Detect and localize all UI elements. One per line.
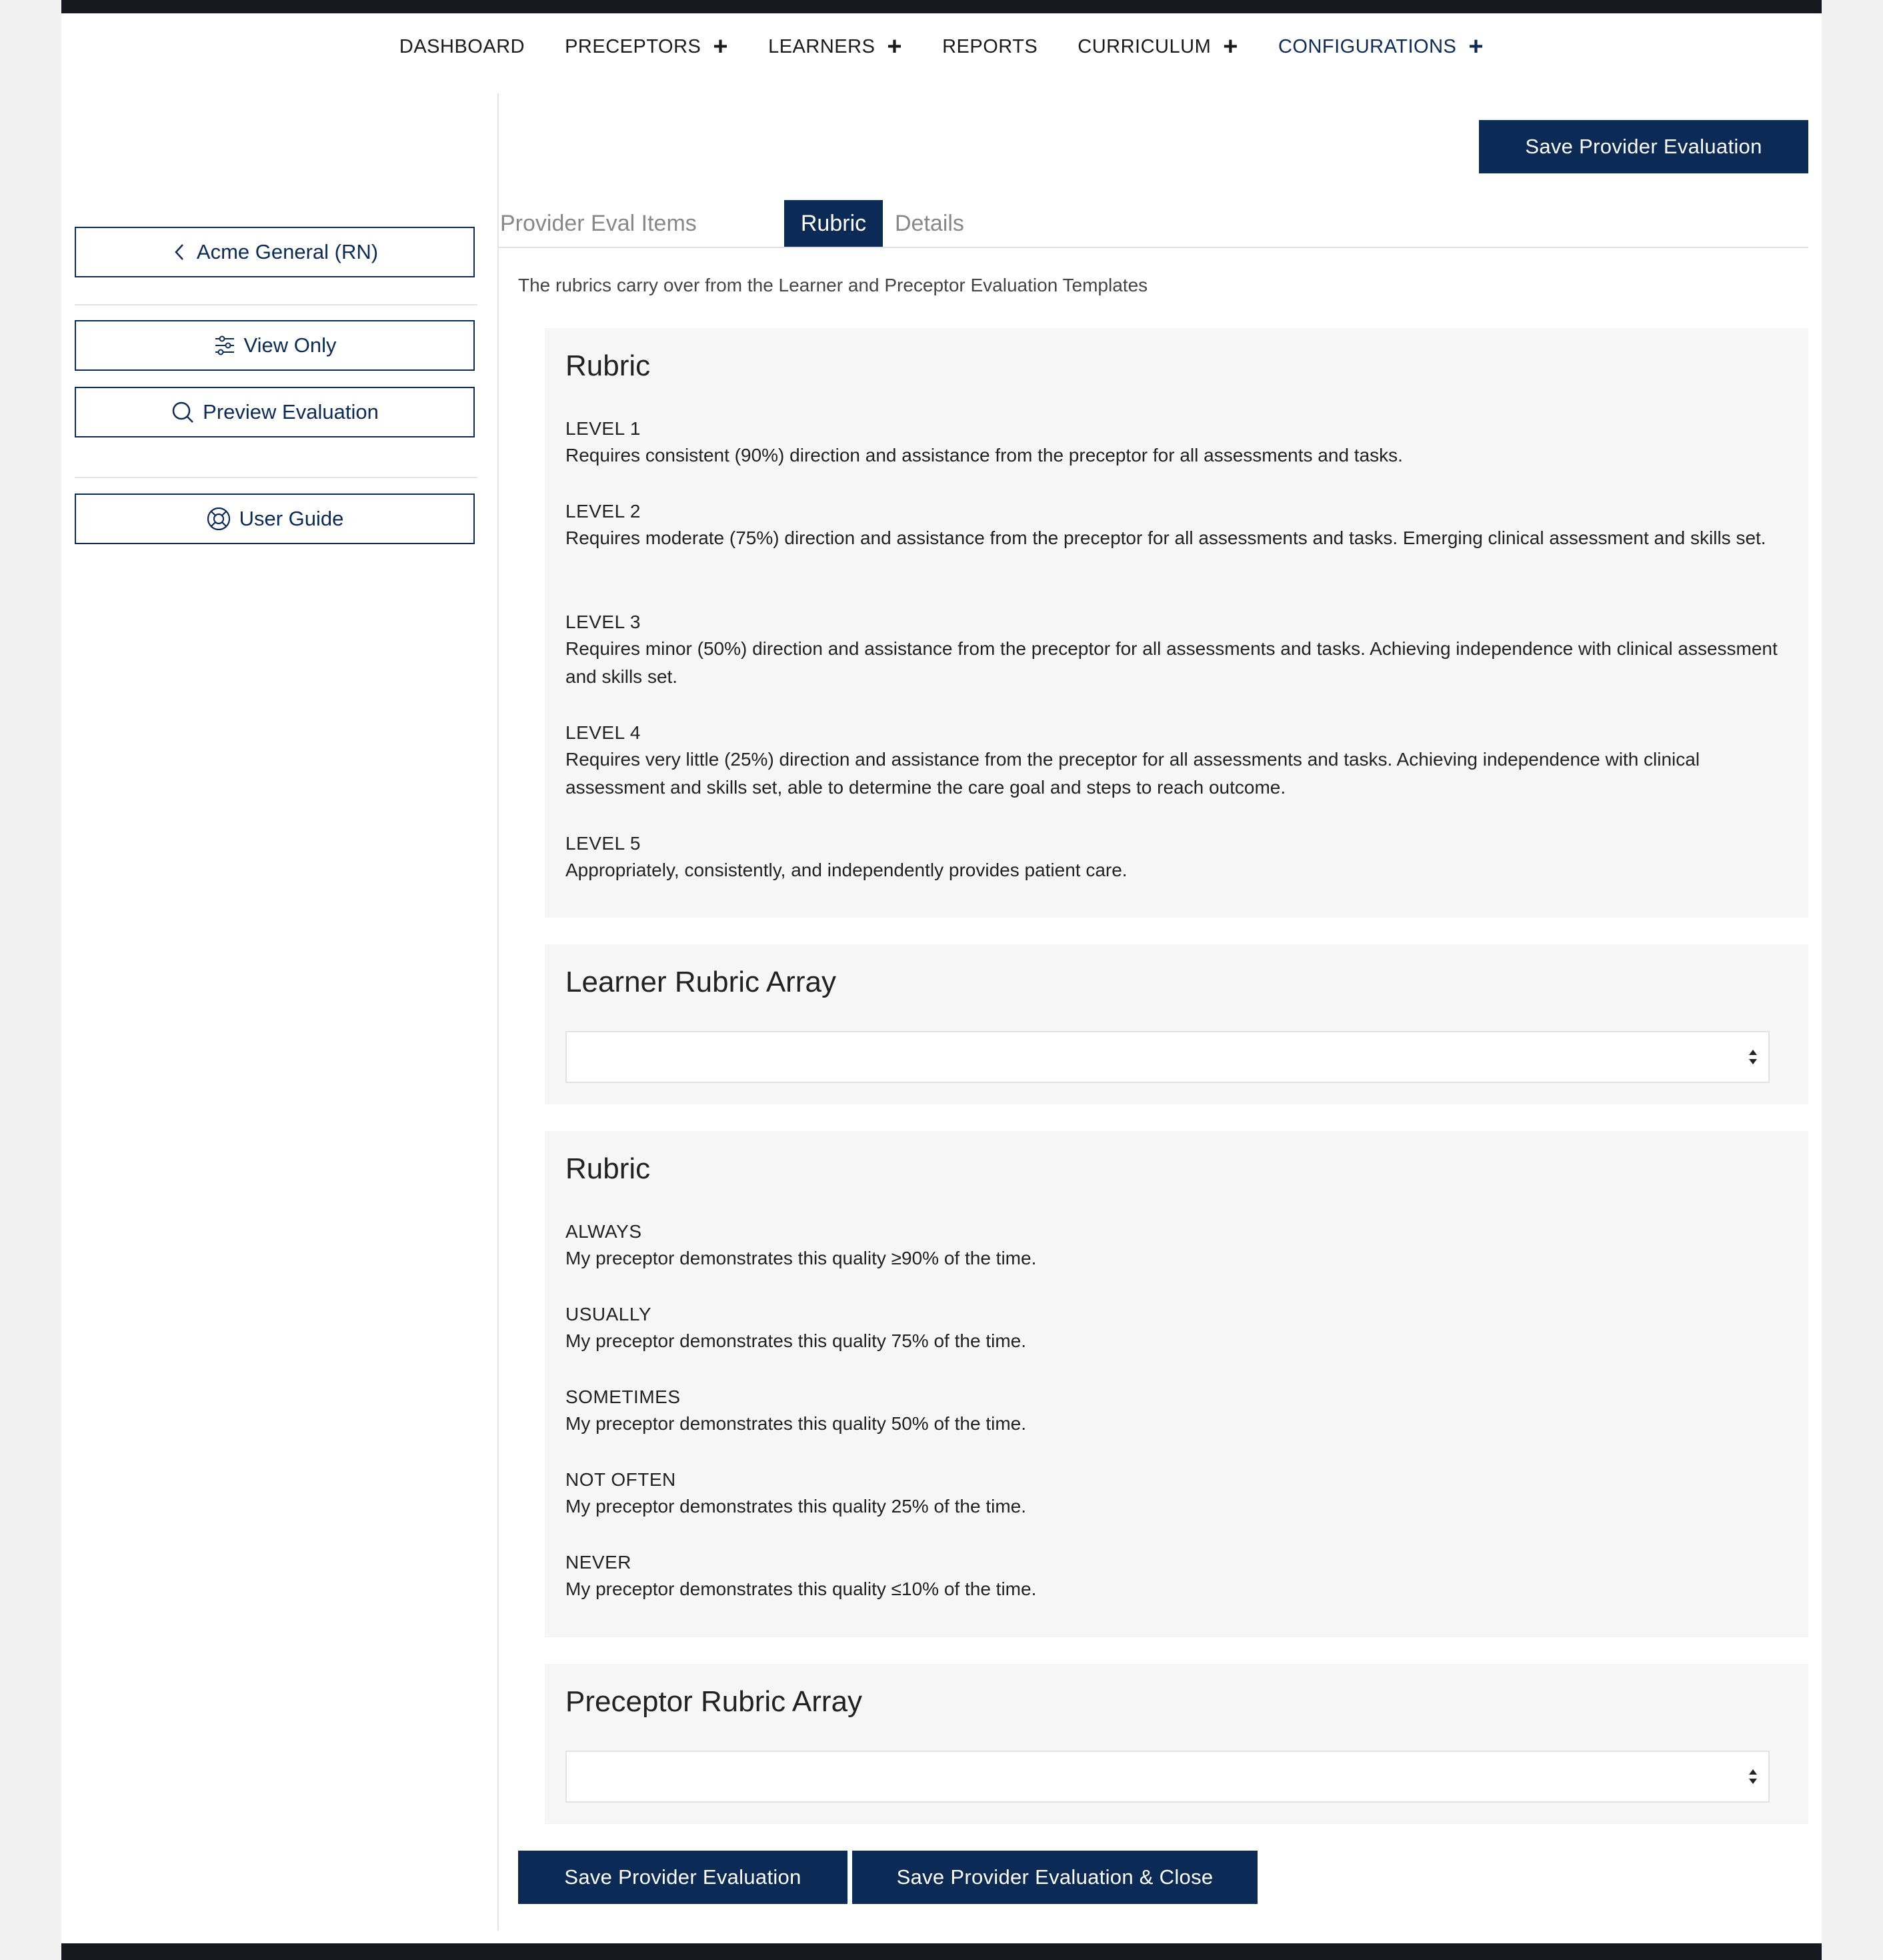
nav-item-dashboard[interactable] (399, 36, 525, 58)
rubric-level-title: NEVER (565, 1552, 631, 1573)
nav-item-preceptors[interactable] (565, 34, 728, 59)
nav-label: CONFIGURATIONS (1278, 35, 1457, 57)
rubric-level-description: Requires consistent (90%) direction and assistance from the preceptor for all assessments and tasks. (565, 445, 1403, 465)
save-close-button-label: Save Provider Evaluation & Close (896, 1865, 1214, 1889)
save-button-label: Save Provider Evaluation (564, 1865, 801, 1889)
nav-label: DASHBOARD (399, 35, 525, 57)
save-and-close-button[interactable] (852, 1851, 1258, 1904)
nav-item-configurations[interactable] (1278, 34, 1484, 59)
plus-icon[interactable]: + (887, 33, 903, 61)
rubric-level-title: NOT OFTEN (565, 1469, 676, 1490)
view-only-label: View Only (243, 333, 337, 357)
page-container (61, 0, 1822, 1960)
nav-label: REPORTS (942, 35, 1038, 57)
back-button-label: Acme General (RN) (196, 240, 379, 263)
top-bar (61, 0, 1822, 13)
user-guide-label: User Guide (239, 507, 344, 530)
sort-arrows-icon (1748, 1047, 1758, 1070)
rubric-level-title: SOMETIMES (565, 1386, 681, 1407)
intro-text: The rubrics carry over from the Learner and Preceptor Evaluation Templates (518, 275, 1148, 295)
sidebar-divider (75, 304, 477, 305)
tab-label: Provider Eval Items (500, 210, 697, 236)
tab-bar (499, 200, 1808, 248)
rubric-level-title: LEVEL 1 (565, 418, 641, 439)
rubric-level-description: My preceptor demonstrates this quality ≥90% of the time. (565, 1248, 1037, 1268)
rubric-level-title: LEVEL 3 (565, 612, 641, 632)
rubric-level-description: My preceptor demonstrates this quality 50% of the time. (565, 1413, 1026, 1434)
preceptor-rubric-array-panel (545, 1664, 1808, 1824)
tab-label: Details (895, 210, 964, 236)
learner-rubric-array-panel (545, 944, 1808, 1104)
search-icon (171, 400, 195, 424)
rubric-level-title: LEVEL 5 (565, 833, 641, 854)
sort-arrows-icon (1748, 1767, 1758, 1790)
learner-rubric-array-select[interactable] (565, 1031, 1770, 1083)
back-button[interactable] (75, 227, 475, 277)
save-provider-evaluation-bottom-button[interactable] (518, 1851, 847, 1904)
bottom-bar (61, 1943, 1822, 1960)
preview-evaluation-label: Preview Evaluation (203, 400, 379, 423)
nav-label: PRECEPTORS (565, 35, 701, 57)
rubric-level-description: My preceptor demonstrates this quality 25% of the time. (565, 1496, 1026, 1517)
preceptor-rubric-panel (545, 1131, 1808, 1637)
preceptor-rubric-array-select[interactable] (565, 1751, 1770, 1803)
sidebar-divider (75, 477, 477, 478)
rubric-level-description: Requires very little (25%) direction and assistance from the preceptor for all assessments and tasks. Achieving independence with clinical assessment and skills set, able to determine the care goal and steps to reach outcome. (565, 749, 1700, 798)
plus-icon[interactable]: + (713, 33, 729, 61)
chevron-left-icon (171, 242, 189, 262)
rubric-level-description: My preceptor demonstrates this quality ≤10% of the time. (565, 1579, 1037, 1599)
sidebar-divider-vertical (497, 93, 499, 1931)
rubric-level-title: USUALLY (565, 1304, 652, 1324)
sliders-icon (213, 334, 236, 357)
tab-rubric[interactable] (784, 200, 883, 247)
nav-item-reports[interactable] (942, 36, 1038, 58)
nav-label: CURRICULUM (1078, 35, 1212, 57)
lifebuoy-icon (206, 506, 231, 532)
rubric-level-description: Requires moderate (75%) direction and assistance from the preceptor for all assessments and tasks. Emerging clinical assessment and skills set. (565, 528, 1766, 548)
rubric-level-title: LEVEL 4 (565, 722, 641, 743)
save-button-label: Save Provider Evaluation (1525, 135, 1762, 158)
preview-evaluation-button[interactable] (75, 387, 475, 437)
nav-item-curriculum[interactable] (1078, 34, 1238, 59)
tab-provider-eval-items[interactable] (500, 200, 697, 247)
rubric-level-description: Requires minor (50%) direction and assistance from the preceptor for all assessments and tasks. Achieving independence with clinical assessment and skills set. (565, 638, 1778, 687)
view-only-button[interactable] (75, 320, 475, 371)
save-provider-evaluation-button[interactable] (1479, 120, 1808, 173)
rubric-level-title: ALWAYS (565, 1221, 642, 1242)
user-guide-button[interactable] (75, 494, 475, 544)
panel-title: Rubric (565, 349, 651, 382)
nav-label: LEARNERS (768, 35, 875, 57)
rubric-level-description: Appropriately, consistently, and independently provides patient care. (565, 860, 1128, 880)
nav-item-learners[interactable] (768, 34, 902, 59)
tab-details[interactable] (895, 200, 964, 247)
plus-icon[interactable]: + (1223, 33, 1238, 61)
plus-icon[interactable]: + (1468, 33, 1484, 61)
panel-title: Preceptor Rubric Array (565, 1685, 863, 1718)
learner-rubric-panel (545, 328, 1808, 918)
rubric-level-description: My preceptor demonstrates this quality 75% of the time. (565, 1330, 1026, 1351)
rubric-level-title: LEVEL 2 (565, 501, 641, 522)
panel-title: Learner Rubric Array (565, 966, 836, 998)
tab-label: Rubric (800, 210, 867, 236)
panel-title: Rubric (565, 1152, 651, 1185)
main-nav (61, 13, 1822, 80)
